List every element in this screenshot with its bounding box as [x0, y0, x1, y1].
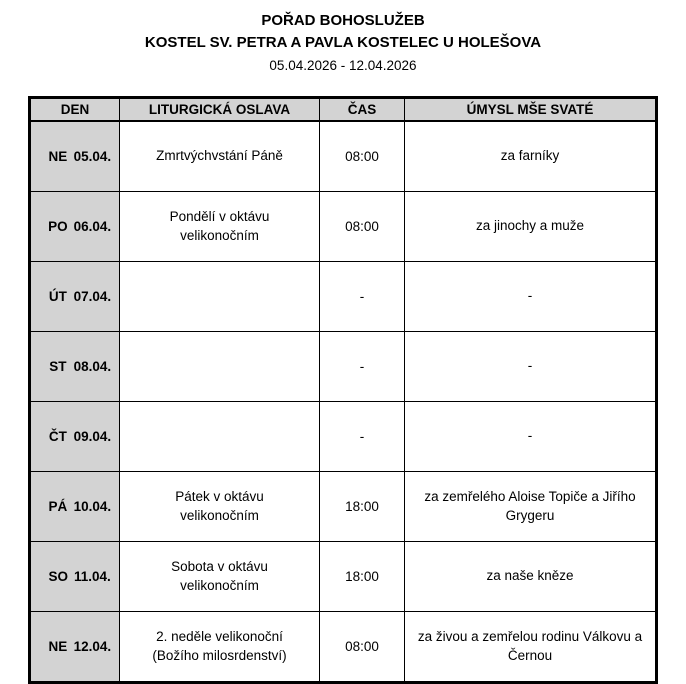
col-header-time: ČAS — [320, 98, 405, 122]
celebration-cell: Pátek v oktávu velikonočním — [120, 472, 320, 542]
schedule-table — [28, 96, 658, 684]
table-row — [30, 472, 657, 542]
table-row — [30, 402, 657, 472]
table-header-row — [30, 98, 657, 122]
day-cell — [30, 262, 120, 332]
time-cell: - — [320, 262, 405, 332]
celebration-cell — [120, 402, 320, 472]
day-abbrev: PÁ — [48, 499, 68, 514]
day-date: 06.04. — [73, 219, 112, 234]
day-cell — [30, 332, 120, 402]
intention-cell: za zemřelého Aloise Topiče a Jiřího Grygeru — [405, 472, 657, 542]
day-date: 11.04. — [73, 569, 111, 584]
day-cell — [30, 612, 120, 683]
day-cell — [30, 402, 120, 472]
time-cell: 08:00 — [320, 121, 405, 192]
intention-cell: - — [405, 262, 657, 332]
day-cell — [30, 542, 120, 612]
time-cell: 18:00 — [320, 542, 405, 612]
day-abbrev: NE — [48, 639, 68, 654]
day-abbrev: ČT — [48, 429, 67, 444]
bulletin-header — [0, 12, 686, 73]
day-cell — [30, 121, 120, 192]
table-row — [30, 121, 657, 192]
time-cell: 08:00 — [320, 612, 405, 683]
col-header-day: DEN — [30, 98, 120, 122]
intention-cell: za naše kněze — [405, 542, 657, 612]
day-abbrev: NE — [48, 149, 68, 164]
col-header-intention: ÚMYSL MŠE SVATÉ — [405, 98, 657, 122]
col-header-celebration: LITURGICKÁ OSLAVA — [120, 98, 320, 122]
celebration-cell: 2. neděle velikonoční (Božího milosrdenství) — [120, 612, 320, 683]
intention-cell: za živou a zemřelou rodinu Válkovu a Černou — [405, 612, 657, 683]
table-row — [30, 262, 657, 332]
intention-cell: za jinochy a muže — [405, 192, 657, 262]
day-date: 09.04. — [73, 429, 112, 444]
day-abbrev: SO — [48, 569, 68, 584]
table-row — [30, 192, 657, 262]
table-row — [30, 542, 657, 612]
time-cell: 08:00 — [320, 192, 405, 262]
day-cell — [30, 192, 120, 262]
day-abbrev: ÚT — [48, 289, 67, 304]
table-row — [30, 612, 657, 683]
celebration-cell: Pondělí v oktávu velikonočním — [120, 192, 320, 262]
day-date: 05.04. — [73, 149, 112, 164]
time-cell: 18:00 — [320, 472, 405, 542]
table-row — [30, 332, 657, 402]
day-date: 08.04. — [73, 359, 112, 374]
page-title: POŘAD BOHOSLUŽEB — [261, 12, 425, 29]
celebration-cell: Sobota v oktávu velikonočním — [120, 542, 320, 612]
day-date: 12.04. — [73, 639, 112, 654]
day-abbrev: ST — [49, 359, 67, 374]
celebration-cell — [120, 332, 320, 402]
celebration-cell — [120, 262, 320, 332]
day-date: 07.04. — [73, 289, 112, 304]
day-cell — [30, 472, 120, 542]
date-range: 05.04.2026 - 12.04.2026 — [269, 58, 417, 73]
intention-cell: - — [405, 402, 657, 472]
intention-cell: za farníky — [405, 121, 657, 192]
celebration-cell: Zmrtvýchvstání Páně — [120, 121, 320, 192]
day-abbrev: PO — [48, 219, 68, 234]
church-name: KOSTEL SV. PETRA A PAVLA KOSTELEC U HOLEŠOVA — [144, 34, 542, 51]
time-cell: - — [320, 332, 405, 402]
intention-cell: - — [405, 332, 657, 402]
time-cell: - — [320, 402, 405, 472]
day-date: 10.04. — [73, 499, 112, 514]
